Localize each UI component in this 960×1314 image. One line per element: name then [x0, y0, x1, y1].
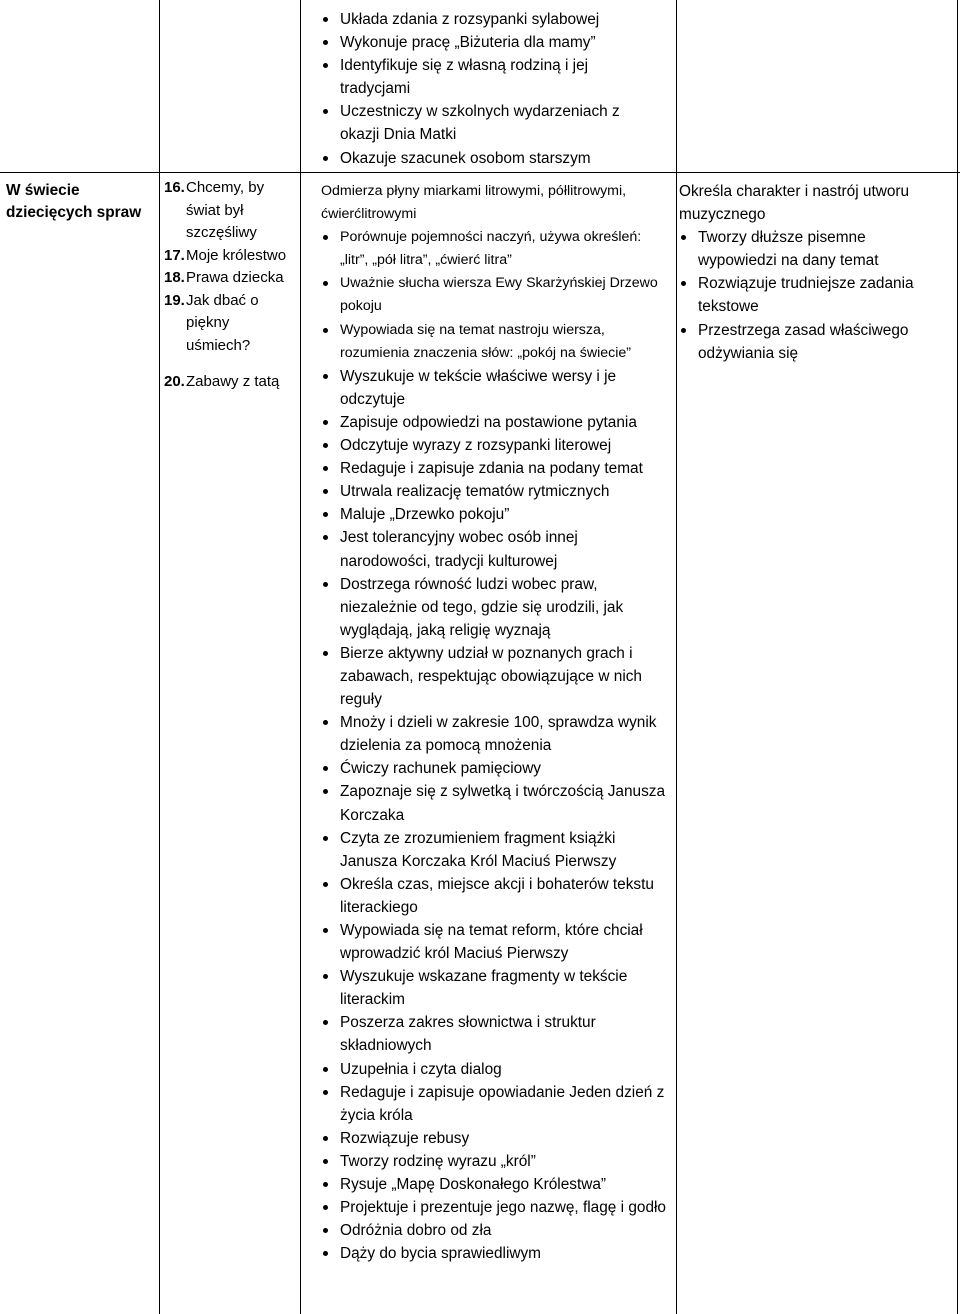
list-item: Zapoznaje się z sylwetką i twórczością Janusza Korczaka — [321, 780, 666, 826]
topic-item — [164, 245, 294, 268]
list-item: Okazuje szacunek osobom starszym — [321, 147, 661, 170]
list-item: Wypowiada się na temat reform, które chciał wprowadzić król Maciuś Pierwszy — [321, 919, 666, 965]
list-item: Tworzy rodzinę wyrazu „król” — [321, 1150, 666, 1173]
list-item-intro: Określa charakter i nastrój utworu muzycznego — [679, 183, 910, 224]
list-item-intro: Odmierza płyny miarkami litrowymi, półlitrowymi, ćwierćlitrowymi — [321, 183, 627, 223]
list-item: Projektuje i prezentuje jego nazwę, flagę i godło — [321, 1196, 666, 1219]
topic-title: Zabawy z tatą — [186, 373, 280, 390]
topics-list — [164, 177, 294, 394]
list-item: Maluje „Drzewko pokoju” — [321, 503, 666, 526]
list-item: Uważnie słucha wiersza Ewy Skarżyńskiej Drzewo pokoju — [321, 272, 666, 318]
list-item: Czyta ze zrozumieniem fragment książki Janusza Korczaka Król Maciuś Pierwszy — [321, 827, 666, 873]
advanced-skills-list — [679, 180, 939, 365]
list-item: Uzupełnia i czyta dialog — [321, 1058, 666, 1081]
column-divider — [300, 0, 301, 1314]
list-item: Układa zdania z rozsypanki sylabowej — [321, 8, 661, 31]
topic-title: Chcemy, by świat był szczęśliwy — [186, 179, 265, 241]
topic-item — [164, 371, 294, 394]
list-item: Poszerza zakres słownictwa i struktur składniowych — [321, 1011, 666, 1057]
list-item: Przestrzega zasad właściwego odżywiania się — [679, 319, 939, 365]
list-item: Wykonuje pracę „Biżuteria dla mamy” — [321, 31, 661, 54]
list-item: Dąży do bycia sprawiedliwym — [321, 1242, 666, 1265]
column-divider — [676, 0, 677, 1314]
list-item: Jest tolerancyjny wobec osób innej narodowości, tradycji kulturowej — [321, 526, 666, 572]
list-item: Bierze aktywny udział w poznanych grach i zabawach, respektując obowiązujące w nich reguły — [321, 642, 666, 711]
list-item: Wyszukuje wskazane fragmenty w tekście literackim — [321, 965, 666, 1011]
list-item: Rozwiązuje rebusy — [321, 1127, 666, 1150]
list-item: Dostrzega równość ludzi wobec praw, niezależnie od tego, gdzie się urodzili, jak wyglądają, jaką religię wyznają — [321, 573, 666, 642]
section-theme: W świecie dziecięcych spraw — [6, 182, 142, 221]
topic-title: Moje królestwo — [186, 246, 287, 264]
topic-item — [164, 290, 294, 358]
column-divider — [159, 0, 160, 1314]
prev-section-skills-list — [321, 8, 661, 170]
list-item: Określa czas, miejsce akcji i bohaterów tekstu literackiego — [321, 873, 666, 919]
topic-number: 18. — [164, 269, 185, 286]
list-item: Tworzy dłuższe pisemne wypowiedzi na dany temat — [679, 226, 939, 272]
topic-item — [164, 177, 294, 245]
list-item: Mnoży i dzieli w zakresie 100, sprawdza wynik dzielenia za pomocą mnożenia — [321, 711, 666, 757]
topic-number: 16. — [164, 179, 185, 196]
list-item: Wypowiada się na temat nastroju wiersza, rozumienia znaczenia słów: „pokój na świecie” — [321, 319, 666, 365]
list-item: Zapisuje odpowiedzi na postawione pytania — [321, 411, 666, 434]
list-item: Ćwiczy rachunek pamięciowy — [321, 757, 666, 780]
list-item: Redaguje i zapisuje opowiadanie Jeden dzień z życia króla — [321, 1081, 666, 1127]
list-item: Redaguje i zapisuje zdania na podany temat — [321, 457, 666, 480]
list-item: Porównuje pojemności naczyń, używa określeń: „litr”, „pół litra”, „ćwierć litra” — [321, 226, 666, 272]
basic-skills-list — [321, 180, 666, 1265]
list-item: Rysuje „Mapę Doskonałego Królestwa” — [321, 1173, 666, 1196]
topic-number: 20. — [164, 373, 185, 390]
list-item: Utrwala realizację tematów rytmicznych — [321, 480, 666, 503]
topic-title: Jak dbać o piękny uśmiech? — [186, 291, 259, 354]
topic-item — [164, 267, 294, 290]
list-item: Rozwiązuje trudniejsze zadania tekstowe — [679, 272, 939, 318]
list-item: Uczestniczy w szkolnych wydarzeniach z okazji Dnia Matki — [321, 100, 661, 146]
list-item: Odróżnia dobro od zła — [321, 1219, 666, 1242]
list-item: Odczytuje wyrazy z rozsypanki literowej — [321, 434, 666, 457]
topic-number: 19. — [164, 291, 185, 309]
list-item: Wyszukuje w tekście właściwe wersy i je odczytuje — [321, 365, 666, 411]
topic-number: 17. — [164, 246, 185, 264]
list-item: Identyfikuje się z własną rodziną i jej tradycjami — [321, 54, 661, 100]
column-divider — [957, 0, 958, 1314]
topic-title: Prawa dziecka — [186, 269, 284, 286]
row-divider — [0, 172, 960, 173]
